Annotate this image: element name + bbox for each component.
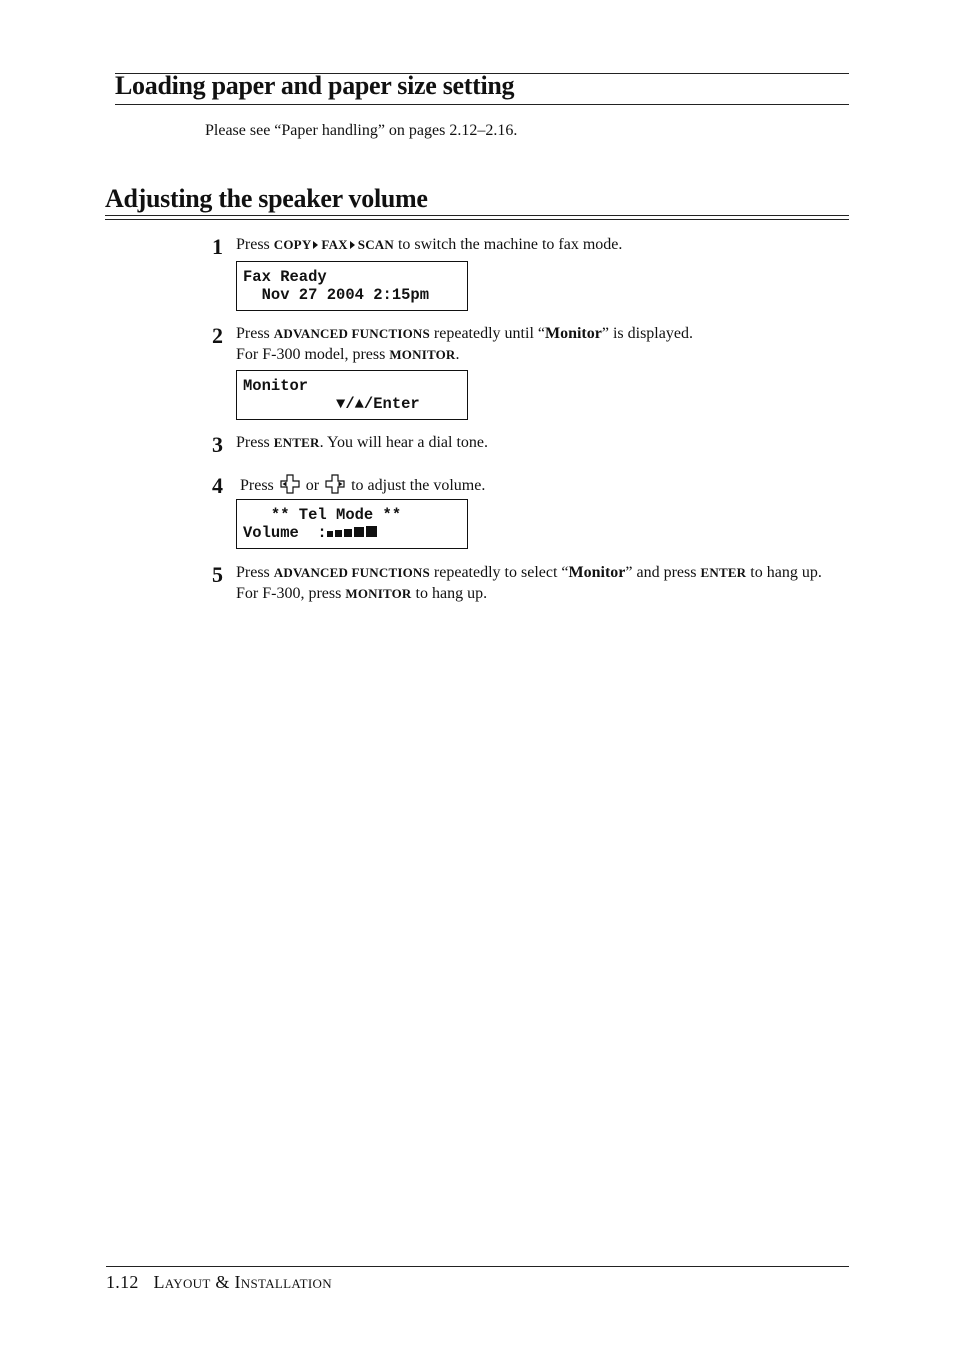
- step-5-mid: repeatedly to select “: [433, 564, 569, 581]
- volume-bar: [366, 526, 377, 537]
- lcd-display-monitor: [236, 370, 468, 420]
- step-4-number: 4: [212, 473, 223, 498]
- step-5-mid2: ” and press: [625, 564, 697, 581]
- press-label: Press: [236, 236, 270, 253]
- step-5-number: 5: [212, 562, 223, 587]
- section2-double-rule: [105, 215, 849, 220]
- fax-key-label: FAX: [321, 237, 348, 252]
- section1-underline: [115, 104, 849, 105]
- nav-left-icon: [280, 474, 300, 494]
- enter-key-label: ENTER: [700, 565, 747, 580]
- step-3-text: [236, 433, 488, 453]
- step-3-tail: . You will hear a dial tone.: [319, 434, 488, 451]
- section-title-speaker-volume: Adjusting the speaker volume: [105, 184, 428, 213]
- press-label: Press: [240, 477, 274, 494]
- advanced-functions-key-label: ADVANCED FUNCTIONS: [273, 565, 430, 580]
- step-4-text: [240, 474, 485, 496]
- enter-key-label: ENTER: [273, 435, 320, 450]
- monitor-key-label: MONITOR: [345, 586, 412, 601]
- copy-key-label: COPY: [273, 237, 312, 252]
- footer-rule: [106, 1266, 849, 1267]
- volume-bar: [354, 527, 364, 537]
- volume-level-bars: [327, 524, 379, 542]
- press-label: Press: [236, 564, 270, 581]
- lcd-line-1: Fax Ready: [243, 268, 327, 286]
- lcd-display-tel-mode: [236, 499, 468, 549]
- lcd-line-2: [243, 524, 467, 542]
- lcd-line-2: Nov 27 2004 2:15pm: [243, 286, 430, 304]
- lcd-line-2: ▼/▲/Enter: [243, 395, 420, 413]
- monitor-key-label: MONITOR: [389, 347, 456, 362]
- section1-text: Please see “Paper handling” on pages 2.12–2.16.: [205, 122, 518, 139]
- step-2-line2-post: .: [455, 346, 460, 363]
- step-2-tail: ” is displayed.: [601, 325, 693, 342]
- monitor-bold: Monitor: [568, 564, 626, 581]
- step-1-text: [236, 235, 622, 255]
- step-5-line2: [236, 584, 487, 604]
- step-1-tail: to switch the machine to fax mode.: [397, 236, 623, 253]
- page-number: 1.12: [106, 1272, 139, 1292]
- step-3-number: 3: [212, 432, 223, 457]
- step-5-line2-pre: For F-300, press: [236, 585, 342, 602]
- chapter-title: Layout & Installation: [153, 1272, 332, 1292]
- nav-right-icon: [325, 474, 345, 494]
- volume-bar: [327, 531, 333, 537]
- step-2-number: 2: [212, 323, 223, 348]
- step-5-line2-post: to hang up.: [415, 585, 488, 602]
- step-2-line2: [236, 345, 460, 365]
- lcd-display-fax-ready: [236, 261, 468, 311]
- arrow-right-icon: [350, 241, 355, 249]
- step-2-mid: repeatedly until “: [433, 325, 545, 342]
- volume-label: Volume :: [243, 524, 327, 542]
- press-label: Press: [236, 434, 270, 451]
- lcd-line-1: Monitor: [243, 377, 309, 395]
- page-footer: [106, 1272, 332, 1293]
- advanced-functions-key-label: ADVANCED FUNCTIONS: [273, 326, 430, 341]
- volume-bar: [335, 530, 342, 537]
- section-title-loading-paper: Loading paper and paper size setting: [115, 71, 515, 100]
- scan-key-label: SCAN: [357, 237, 394, 252]
- step-5-text: [236, 563, 822, 583]
- monitor-bold: Monitor: [544, 325, 602, 342]
- arrow-right-icon: [313, 241, 318, 249]
- press-label: Press: [236, 325, 270, 342]
- step-1-number: 1: [212, 234, 223, 259]
- step-2-text: [236, 324, 693, 344]
- lcd-line-1: ** Tel Mode **: [243, 506, 402, 524]
- or-label: or: [305, 477, 320, 494]
- step-5-tail: to hang up.: [750, 564, 822, 581]
- step-2-line2-pre: For F-300 model, press: [236, 346, 386, 363]
- volume-bar: [344, 529, 352, 537]
- step-4-tail: to adjust the volume.: [351, 477, 486, 494]
